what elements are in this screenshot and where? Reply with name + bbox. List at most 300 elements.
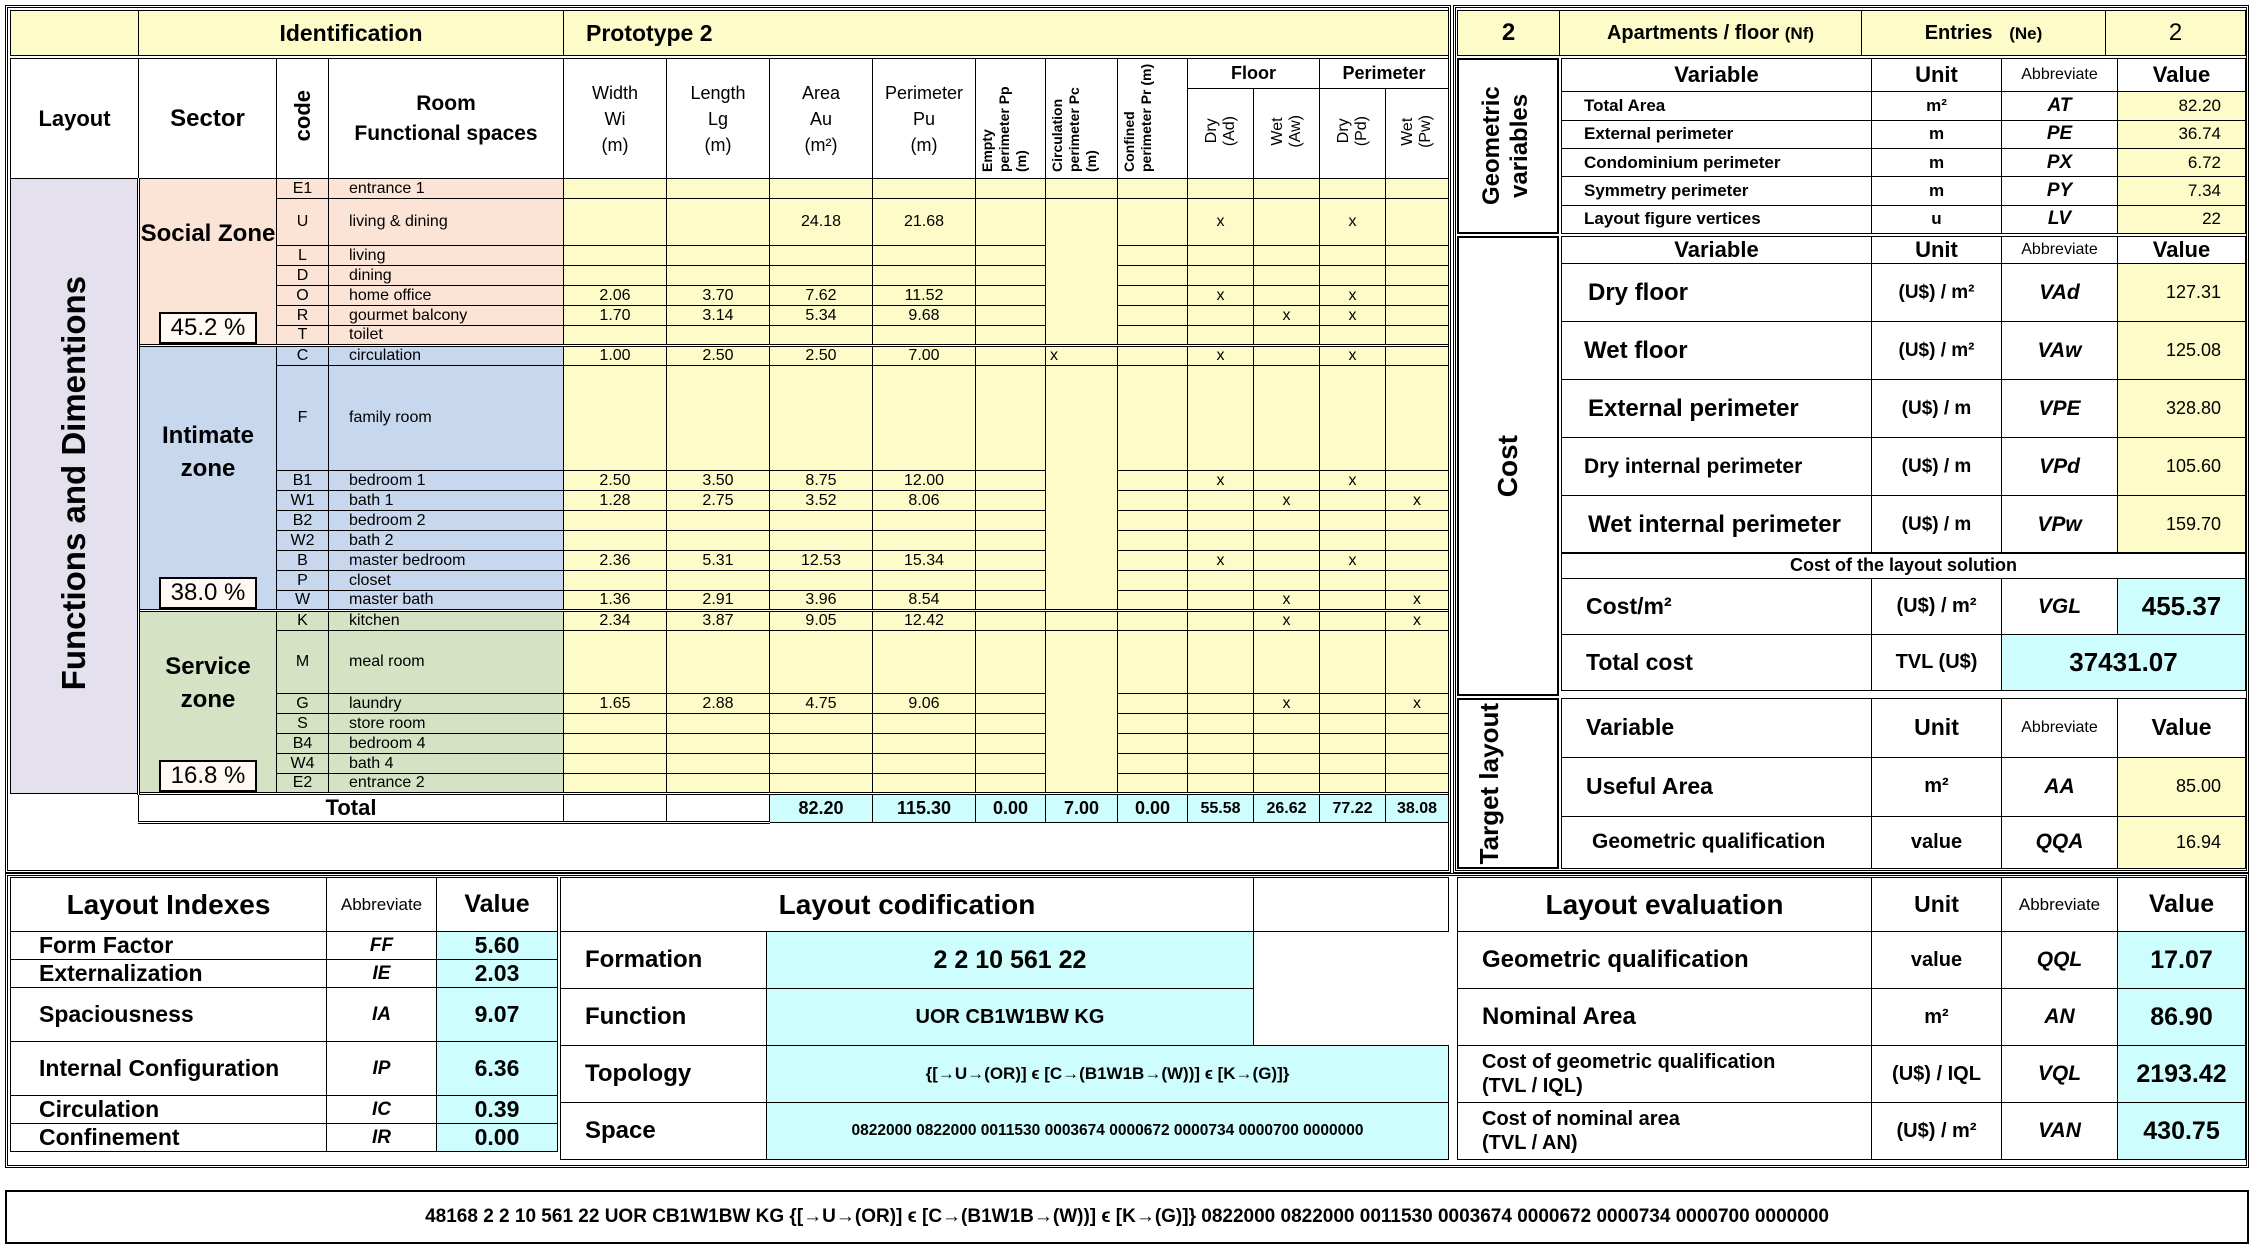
- room-value: 9.05: [770, 611, 873, 631]
- room-value: x: [1386, 694, 1449, 714]
- room-value: [976, 346, 1046, 366]
- target-abbr-header: Abbreviate: [2002, 699, 2118, 758]
- room-value: [976, 491, 1046, 511]
- geo-unit: m: [1872, 120, 2002, 148]
- zone-name: Service zone: [165, 653, 251, 713]
- cost-abbr: VAw: [2002, 322, 2118, 380]
- room-value: [1320, 734, 1386, 754]
- room-value: [1118, 286, 1188, 306]
- codification-value: {[→U→(OR)] ϵ [C→(B1W1B→(W))] ϵ [K→(G)]}: [767, 1046, 1449, 1103]
- room-value: [1254, 179, 1320, 199]
- room-value: [1188, 714, 1254, 734]
- room-value: [667, 246, 770, 266]
- room-value: [976, 246, 1046, 266]
- room-code: S: [277, 714, 329, 734]
- eval-variable-sub: (TVL / AN): [1482, 1132, 1578, 1154]
- identification-header: [10, 10, 1449, 56]
- room-code: B: [277, 551, 329, 571]
- cost-abbr: VAd: [2002, 264, 2118, 322]
- room-value: [873, 326, 976, 346]
- room-value: [1254, 631, 1320, 694]
- room-value: 2.75: [667, 491, 770, 511]
- room-value: [564, 774, 667, 794]
- eval-unit: (U$) / IQL: [1872, 1046, 2002, 1103]
- room-value: [1118, 491, 1188, 511]
- room-code: M: [277, 631, 329, 694]
- apartments-per-floor-value: 2: [1458, 11, 1560, 56]
- room-value: [1188, 326, 1254, 346]
- room-value: [873, 511, 976, 531]
- room-name: kitchen: [329, 611, 564, 631]
- eval-abbr: VAN: [2002, 1103, 2118, 1160]
- room-value: [667, 179, 770, 199]
- room-value: 1.70: [564, 306, 667, 326]
- room-value: [667, 774, 770, 794]
- room-value: [1320, 366, 1386, 471]
- room-value: [976, 754, 1046, 774]
- index-name: Circulation: [11, 1096, 327, 1124]
- layout-indexes-table: [10, 877, 558, 1152]
- perimeter-abbr: Pu: [912, 108, 936, 129]
- room-value: [1320, 611, 1386, 631]
- room-value: x: [1188, 199, 1254, 246]
- room-value: [564, 366, 667, 471]
- room-value: 2.50: [564, 471, 667, 491]
- room-value: [564, 734, 667, 754]
- room-value: [770, 266, 873, 286]
- room-value: [1118, 714, 1188, 734]
- eval-variable: Cost of nominal area: [1482, 1108, 1680, 1130]
- room-value: [873, 734, 976, 754]
- eval-unit-header: Unit: [1872, 878, 2002, 932]
- dry-perimeter-header: Dry: [1334, 118, 1352, 144]
- room-name: home office: [329, 286, 564, 306]
- room-value: [1118, 346, 1188, 366]
- layout-codification-table: [560, 877, 1449, 1160]
- room-value: [770, 366, 873, 471]
- cost-solution-title: Cost of the layout solution: [1562, 553, 2246, 579]
- room-code: C: [277, 346, 329, 366]
- room-name: master bath: [329, 591, 564, 611]
- layout-evaluation-title: Layout evaluation: [1458, 878, 1872, 932]
- index-abbr: IP: [327, 1042, 437, 1096]
- room-value: [1386, 179, 1449, 199]
- room-value: x: [1320, 346, 1386, 366]
- cost-variable: Dry internal perimeter: [1562, 438, 1872, 496]
- room-value: x: [1188, 346, 1254, 366]
- room-value: 9.06: [873, 694, 976, 714]
- room-value: 11.52: [873, 286, 976, 306]
- room-name: entrance 2: [329, 774, 564, 794]
- room-value: 9.68: [873, 306, 976, 326]
- cost-solution-table: [1561, 552, 2246, 691]
- room-value: [667, 631, 770, 694]
- room-value: [873, 531, 976, 551]
- room-code: W2: [277, 531, 329, 551]
- room-value: [1118, 366, 1188, 471]
- room-value: [1320, 714, 1386, 734]
- room-value: [1118, 326, 1188, 346]
- room-value: [1118, 694, 1188, 714]
- room-value: [1188, 179, 1254, 199]
- room-value: [667, 531, 770, 551]
- geo-value: 82.20: [2118, 92, 2246, 120]
- room-value: [1254, 714, 1320, 734]
- length-abbr: Lg: [707, 108, 729, 129]
- room-value: [1386, 306, 1449, 326]
- sector-header: Sector: [139, 59, 277, 179]
- room-value: 15.34: [873, 551, 976, 571]
- room-value: [873, 631, 976, 694]
- cost-per-m2-abbr: VGL: [2002, 579, 2118, 635]
- room-value: [564, 531, 667, 551]
- index-name: Form Factor: [11, 932, 327, 960]
- index-abbr: IR: [327, 1124, 437, 1152]
- eval-abbr: AN: [2002, 989, 2118, 1046]
- geo-abbr: PY: [2002, 177, 2118, 205]
- width-abbr: Wi: [604, 108, 626, 129]
- room-value: [1386, 714, 1449, 734]
- room-value: [770, 326, 873, 346]
- room-value: [1386, 326, 1449, 346]
- room-name: gourmet balcony: [329, 306, 564, 326]
- geo-abbr: LV: [2002, 205, 2118, 233]
- total-confined: 0.00: [1118, 794, 1188, 823]
- room-code: B2: [277, 511, 329, 531]
- eval-abbr: VQL: [2002, 1046, 2118, 1103]
- room-value: [1118, 571, 1188, 591]
- room-value: [770, 754, 873, 774]
- room-value: [1254, 326, 1320, 346]
- room-value: [1046, 611, 1118, 631]
- room-value: 5.34: [770, 306, 873, 326]
- target-abbr: QQA: [2002, 816, 2118, 868]
- room-name: entrance 1: [329, 179, 564, 199]
- room-value: [1386, 774, 1449, 794]
- room-value: [1118, 266, 1188, 286]
- room-value: 1.28: [564, 491, 667, 511]
- room-value: [1320, 179, 1386, 199]
- apartments-per-floor-abbr: (Nf): [1784, 23, 1815, 43]
- room-value: [1188, 591, 1254, 611]
- room-value: [1254, 511, 1320, 531]
- total-dry-perimeter: 77.22: [1320, 794, 1386, 823]
- room-value: [770, 774, 873, 794]
- room-code: E2: [277, 774, 329, 794]
- room-value: [1046, 199, 1118, 346]
- room-value: [564, 754, 667, 774]
- index-name: Spaciousness: [11, 988, 327, 1042]
- room-value: x: [1320, 286, 1386, 306]
- room-value: [873, 179, 976, 199]
- room-value: 1.65: [564, 694, 667, 714]
- codification-value: UOR CB1W1BW KG: [767, 989, 1254, 1046]
- room-name: toilet: [329, 326, 564, 346]
- room-value: [1386, 286, 1449, 306]
- room-value: [976, 306, 1046, 326]
- cost-unit: (U$) / m: [1872, 380, 2002, 438]
- room-value: [770, 531, 873, 551]
- room-value: x: [1254, 694, 1320, 714]
- cost-per-m2-value: 455.37: [2118, 579, 2246, 635]
- index-abbr: IC: [327, 1096, 437, 1124]
- cost-value-header: Value: [2118, 237, 2246, 264]
- room-value: [667, 366, 770, 471]
- room-value: x: [1188, 286, 1254, 306]
- cost-variable: Dry floor: [1562, 264, 1872, 322]
- room-value: [873, 774, 976, 794]
- room-value: 21.68: [873, 199, 976, 246]
- room-value: [1118, 511, 1188, 531]
- room-value: x: [1320, 306, 1386, 326]
- room-value: [1188, 774, 1254, 794]
- eval-abbr-header: Abbreviate: [2002, 878, 2118, 932]
- room-value: x: [1254, 591, 1320, 611]
- room-value: 2.50: [770, 346, 873, 366]
- room-value: [1320, 246, 1386, 266]
- floor-header: Floor: [1188, 59, 1320, 89]
- index-abbr: FF: [327, 932, 437, 960]
- room-value: [770, 734, 873, 754]
- room-value: [564, 199, 667, 246]
- room-value: [1188, 246, 1254, 266]
- room-code: D: [277, 266, 329, 286]
- perimeter-group-header: Perimeter: [1320, 59, 1449, 89]
- room-value: [1188, 734, 1254, 754]
- room-name: circulation: [329, 346, 564, 366]
- geo-variable: Condominium perimeter: [1562, 148, 1872, 176]
- room-name: bedroom 1: [329, 471, 564, 491]
- full-layout-code: 48168 2 2 10 561 22 UOR CB1W1BW KG {[→U→(OR)] ϵ [C→(B1W1B→(W))] ϵ [K→(G)]} 0822000 0822000 0011530 0003674 0000672 0000734 0000700 0000000: [5, 1190, 2249, 1244]
- cost-variable-header: Variable: [1562, 237, 1872, 264]
- index-value: 6.36: [437, 1042, 558, 1096]
- layout-evaluation-table: [1457, 877, 2246, 1160]
- room-code: W: [277, 591, 329, 611]
- dry-floor-abbr: (Ad): [1220, 115, 1238, 147]
- room-value: [1188, 611, 1254, 631]
- room-value: [1254, 571, 1320, 591]
- room-value: [1386, 199, 1449, 246]
- entries-value: 2: [2106, 11, 2246, 56]
- circulation-perimeter-header: Circulation perimeter Pc (m): [1049, 87, 1099, 172]
- room-value: [1254, 266, 1320, 286]
- room-value: 12.00: [873, 471, 976, 491]
- eval-unit: (U$) / m²: [1872, 1103, 2002, 1160]
- room-name: bath 2: [329, 531, 564, 551]
- room-value: 8.75: [770, 471, 873, 491]
- room-value: [667, 266, 770, 286]
- dry-floor-header: Dry: [1202, 118, 1220, 144]
- room-name: bath 1: [329, 491, 564, 511]
- perimeter-unit: (m): [910, 134, 938, 155]
- room-header: Room: [416, 91, 476, 115]
- room-value: [1188, 571, 1254, 591]
- room-value: [1386, 366, 1449, 471]
- room-value: 4.75: [770, 694, 873, 714]
- room-value: x: [1386, 591, 1449, 611]
- room-code: W4: [277, 754, 329, 774]
- room-value: 8.06: [873, 491, 976, 511]
- room-value: [564, 266, 667, 286]
- room-value: [976, 471, 1046, 491]
- room-name: bedroom 4: [329, 734, 564, 754]
- room-code: T: [277, 326, 329, 346]
- room-value: [667, 511, 770, 531]
- room-value: x: [1254, 306, 1320, 326]
- cost-variable: Wet floor: [1562, 322, 1872, 380]
- room-value: [770, 246, 873, 266]
- room-value: [976, 326, 1046, 346]
- room-value: [1118, 179, 1188, 199]
- room-name: living: [329, 246, 564, 266]
- room-value: 2.06: [564, 286, 667, 306]
- length-unit: (m): [704, 134, 732, 155]
- room-value: [976, 286, 1046, 306]
- total-circulation: 7.00: [1046, 794, 1118, 823]
- room-value: [1254, 551, 1320, 571]
- cost-value: 328.80: [2118, 380, 2246, 438]
- room-value: [1386, 551, 1449, 571]
- room-value: [976, 199, 1046, 246]
- cost-variable: Wet internal perimeter: [1562, 496, 1872, 554]
- room-value: [1386, 754, 1449, 774]
- room-value: x: [1320, 551, 1386, 571]
- codification-label: Function: [561, 989, 767, 1046]
- target-abbr: AA: [2002, 757, 2118, 816]
- room-value: [976, 591, 1046, 611]
- cost-abbr: VPw: [2002, 496, 2118, 554]
- total-wet-perimeter: 38.08: [1386, 794, 1449, 823]
- cost-per-m2-unit: (U$) / m²: [1872, 579, 2002, 635]
- room-value: [1188, 531, 1254, 551]
- room-value: 3.96: [770, 591, 873, 611]
- codification-label: Topology: [561, 1046, 767, 1103]
- room-value: 3.50: [667, 471, 770, 491]
- room-value: [667, 199, 770, 246]
- room-value: [564, 714, 667, 734]
- code-header: code: [289, 89, 315, 142]
- room-value: [873, 366, 976, 471]
- room-value: [1118, 551, 1188, 571]
- cost-unit: (U$) / m²: [1872, 264, 2002, 322]
- room-value: x: [1386, 491, 1449, 511]
- codification-value: 2 2 10 561 22: [767, 932, 1254, 989]
- geo-variable: External perimeter: [1562, 120, 1872, 148]
- room-value: [667, 326, 770, 346]
- cost-abbr-header: Abbreviate: [2002, 237, 2118, 264]
- room-value: [1188, 694, 1254, 714]
- eval-value: 17.07: [2118, 932, 2246, 989]
- room-value: [1320, 774, 1386, 794]
- index-abbr: IE: [327, 960, 437, 988]
- room-value: [564, 179, 667, 199]
- room-value: x: [1046, 346, 1118, 366]
- geo-value: 36.74: [2118, 120, 2246, 148]
- room-code: B1: [277, 471, 329, 491]
- room-value: [1118, 611, 1188, 631]
- layout-codification-title: Layout codification: [561, 878, 1254, 932]
- room-value: 3.14: [667, 306, 770, 326]
- room-value: [1386, 531, 1449, 551]
- cost-value: 159.70: [2118, 496, 2246, 554]
- room-code: W1: [277, 491, 329, 511]
- geo-unit: u: [1872, 205, 2002, 233]
- indexes-abbr-header: Abbreviate: [327, 878, 437, 932]
- room-name: bedroom 2: [329, 511, 564, 531]
- zone-name: Intimate zone: [161, 422, 254, 482]
- room-value: [1320, 694, 1386, 714]
- room-name: living & dining: [329, 199, 564, 246]
- room-value: [976, 366, 1046, 471]
- room-value: x: [1320, 199, 1386, 246]
- room-value: [564, 246, 667, 266]
- room-value: x: [1320, 471, 1386, 491]
- room-code: F: [277, 366, 329, 471]
- room-code: G: [277, 694, 329, 714]
- room-value: x: [1188, 551, 1254, 571]
- geo-unit: m: [1872, 148, 2002, 176]
- rooms-table: [10, 58, 1449, 824]
- total-perimeter: 115.30: [873, 794, 976, 823]
- width-unit: (m): [601, 134, 629, 155]
- room-value: [976, 694, 1046, 714]
- cost-value: 125.08: [2118, 322, 2246, 380]
- geo-value-header: Value: [2118, 59, 2246, 92]
- room-value: [1118, 774, 1188, 794]
- room-value: [1254, 346, 1320, 366]
- geo-unit: m: [1872, 177, 2002, 205]
- room-value: [873, 246, 976, 266]
- room-value: 2.50: [667, 346, 770, 366]
- room-value: [1386, 631, 1449, 694]
- dry-perimeter-abbr: (Pd): [1352, 115, 1370, 147]
- geo-abbr-header: Abbreviate: [2002, 59, 2118, 92]
- geo-abbr: PE: [2002, 120, 2118, 148]
- room-code: B4: [277, 734, 329, 754]
- target-layout-title: Target layout: [1474, 702, 1504, 865]
- cost-value: 127.31: [2118, 264, 2246, 322]
- total-area: 82.20: [770, 794, 873, 823]
- room-value: [873, 754, 976, 774]
- room-value: [1320, 531, 1386, 551]
- codification-value: 0822000 0822000 0011530 0003674 0000672 0000734 0000700 0000000: [767, 1103, 1449, 1160]
- wet-floor-header: Wet: [1268, 116, 1286, 146]
- room-value: [976, 734, 1046, 754]
- room-value: 2.91: [667, 591, 770, 611]
- room-value: [976, 531, 1046, 551]
- cost-variable: External perimeter: [1562, 380, 1872, 438]
- target-variable-header: Variable: [1562, 699, 1872, 758]
- room-value: [1320, 511, 1386, 531]
- room-name: bath 4: [329, 754, 564, 774]
- room-value: 2.88: [667, 694, 770, 714]
- geometric-variables-title: Geometric variables: [1478, 86, 1533, 206]
- room-value: [1320, 754, 1386, 774]
- eval-value: 86.90: [2118, 989, 2246, 1046]
- room-value: 3.70: [667, 286, 770, 306]
- eval-abbr: QQL: [2002, 932, 2118, 989]
- room-value: [1118, 734, 1188, 754]
- cost-unit: (U$) / m²: [1872, 322, 2002, 380]
- room-value: [1386, 511, 1449, 531]
- index-value: 9.07: [437, 988, 558, 1042]
- eval-unit: value: [1872, 932, 2002, 989]
- room-value: [667, 714, 770, 734]
- index-name: Internal Configuration: [11, 1042, 327, 1096]
- room-value: 8.54: [873, 591, 976, 611]
- cost-unit: (U$) / m: [1872, 438, 2002, 496]
- target-variable: Useful Area: [1562, 757, 1872, 816]
